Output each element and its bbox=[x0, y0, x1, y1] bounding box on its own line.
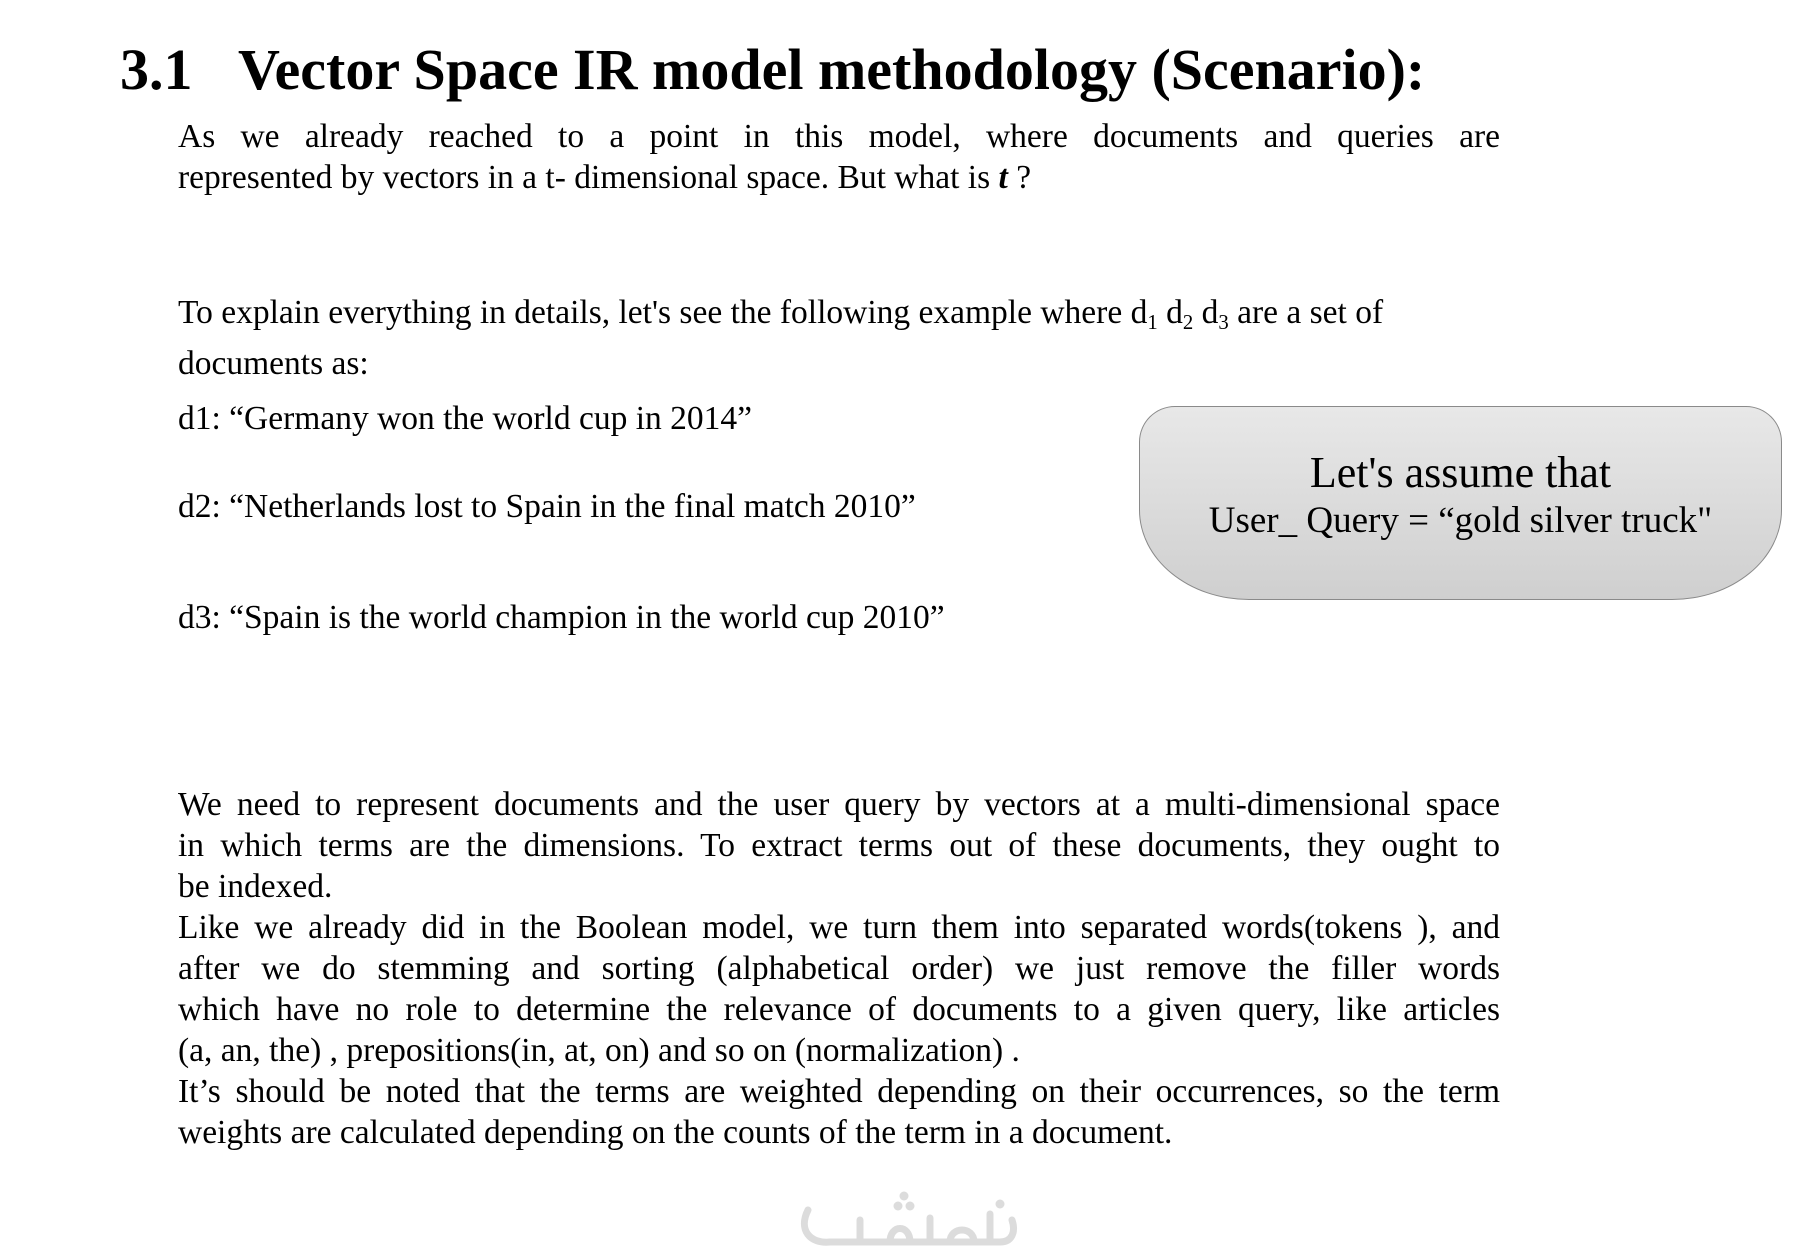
body-line-3: be indexed. bbox=[178, 868, 333, 905]
body-paragraph bbox=[178, 784, 1500, 1153]
body-line-8: It’s should be noted that the terms are weighted depending on their occurrences, so the term bbox=[178, 1073, 1500, 1110]
document-d1: d1: “Germany won the world cup in 2014” bbox=[178, 400, 753, 437]
section-number: 3.1 bbox=[120, 37, 193, 102]
query-callout bbox=[1139, 406, 1782, 600]
body-line-1: We need to represent documents and the user query by vectors at a multi-dimensional space bbox=[178, 786, 1500, 823]
body-line-5: after we do stemming and sorting (alphabetical order) we just remove the filler words bbox=[178, 950, 1500, 987]
body-line-6: which have no role to determine the relevance of documents to a given query, like articles bbox=[178, 991, 1500, 1028]
section-title: Vector Space IR model methodology (Scenario): bbox=[238, 37, 1426, 102]
body-line-2: in which terms are the dimensions. To extract terms out of these documents, they ought to bbox=[178, 827, 1500, 864]
intro-line-2 bbox=[178, 157, 1500, 198]
example-d2: d bbox=[1157, 294, 1183, 331]
callout-user-query: User_ Query = “gold silver truck" bbox=[1208, 500, 1713, 541]
subscript-1: 1 bbox=[1147, 310, 1158, 334]
intro-line-1: As we already reached to a point in this model, where documents and queries are bbox=[178, 118, 1500, 155]
intro-line-2-text: represented by vectors in a t- dimensional space. But what is bbox=[178, 159, 999, 196]
document-d3: d3: “Spain is the world champion in the world cup 2010” bbox=[178, 599, 945, 636]
section-heading bbox=[120, 38, 1425, 102]
body-line-9: weights are calculated depending on the counts of the term in a document. bbox=[178, 1114, 1173, 1151]
example-line-1-end: are a set of bbox=[1228, 294, 1384, 331]
body-line-7: (a, an, the) , prepositions(in, at, on) and so on (normalization) . bbox=[178, 1032, 1020, 1069]
watermark-logo bbox=[790, 1180, 1030, 1258]
example-paragraph bbox=[178, 292, 1500, 384]
body-line-4: Like we already did in the Boolean model, we turn them into separated words(tokens ), and bbox=[178, 909, 1500, 946]
example-line-1-text: To explain everything in details, let's see the following example where d bbox=[178, 294, 1148, 331]
example-line-1 bbox=[178, 292, 1500, 343]
document-d2: d2: “Netherlands lost to Spain in the final match 2010” bbox=[178, 488, 916, 525]
intro-line-2-end: ? bbox=[1007, 159, 1032, 196]
example-d3: d bbox=[1193, 294, 1219, 331]
subscript-3: 3 bbox=[1218, 310, 1229, 334]
intro-variable-t: t bbox=[998, 159, 1008, 196]
subscript-2: 2 bbox=[1182, 310, 1194, 334]
callout-line-1: Let's assume that bbox=[1309, 448, 1612, 497]
example-line-2: documents as: bbox=[178, 344, 369, 382]
intro-paragraph bbox=[178, 116, 1500, 198]
